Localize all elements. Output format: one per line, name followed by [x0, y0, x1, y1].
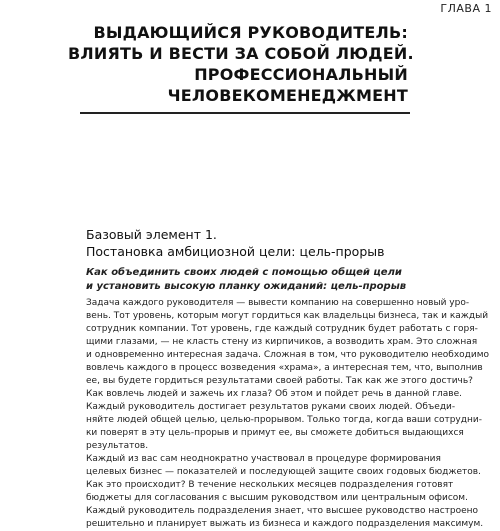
lead-question-line: и установить высокую планку ожиданий: цель-прорыв	[86, 281, 407, 292]
body-line: няйте людей общей целью, целью-прорывом. Только тогда, когда ваши сотрудни-	[86, 415, 482, 425]
chapter-title-line: ПРОФЕССИОНАЛЬНЫЙ	[194, 65, 408, 84]
body-line: Как вовлечь людей и зажечь их глаза? Об этом и пойдет речь в данной главе.	[86, 389, 462, 399]
body-line: результатов.	[86, 441, 149, 451]
lead-question	[86, 266, 426, 294]
body-line: вень. Тот уровень, которым могут гордиться как владельцы бизнеса, так и каждый	[86, 311, 489, 321]
body-line: Как это происходит? В течение нескольких месяцев подразделения готовят	[86, 480, 454, 490]
body-line: и одновременно интересная задача. Сложная в том, что руководителю необходимо	[86, 350, 490, 360]
body-line: решительно и планирует выжать из бизнеса и каждого подразделения максимум.	[86, 519, 484, 529]
body-line: щими глазами, — не класть стену из кирпичиков, а возводить храм. Это сложная	[86, 337, 478, 347]
section-heading	[86, 226, 446, 260]
body-line: целевых бизнес — показателей и последующей защите своих годовых бюджетов.	[86, 467, 481, 477]
body-line: Задача каждого руководителя — вывести компанию на совершенно новый уро-	[86, 298, 470, 308]
chapter-title	[68, 22, 414, 106]
body-line: сотрудник компании. Тот уровень, где каждый сотрудник будет работать с горя-	[86, 324, 478, 334]
section-heading-line: Базовый элемент 1.	[86, 227, 217, 242]
body-line: вовлечь каждого в процесс возведения «храма», а интересная тем, что, выполнив	[86, 363, 483, 373]
title-divider	[80, 112, 410, 114]
body-line: Каждый из вас сам неоднократно участвовал в процедуре формирования	[86, 454, 441, 464]
lead-question-line: Как объединить своих людей с помощью общей цели	[86, 267, 402, 278]
body-line: Каждый руководитель достигает результатов руками своих людей. Объеди-	[86, 402, 456, 412]
chapter-title-line: ВЫДАЮЩИЙСЯ РУКОВОДИТЕЛЬ:	[93, 23, 408, 42]
chapter-title-line: ЧЕЛОВЕКОМЕНЕДЖМЕНТ	[167, 86, 408, 105]
body-text	[86, 297, 490, 531]
body-line: Каждый руководитель подразделения знает, что высшее руководство настроено	[86, 506, 479, 516]
body-line: ки поверят в эту цель-прорыв и примут ее, вы сможете добиться выдающихся	[86, 428, 464, 438]
section-heading-line: Постановка амбициозной цели: цель-прорыв	[86, 244, 385, 259]
chapter-title-line: ВЛИЯТЬ И ВЕСТИ ЗА СОБОЙ ЛЮДЕЙ.	[68, 44, 414, 63]
body-line: бюджеты для согласования с высшим руководством или центральным офисом.	[86, 493, 468, 503]
body-line: ее, вы будете гордиться результатами своей работы. Так как же этого достичь?	[86, 376, 473, 386]
running-header: ГЛАВА 1	[440, 2, 492, 15]
